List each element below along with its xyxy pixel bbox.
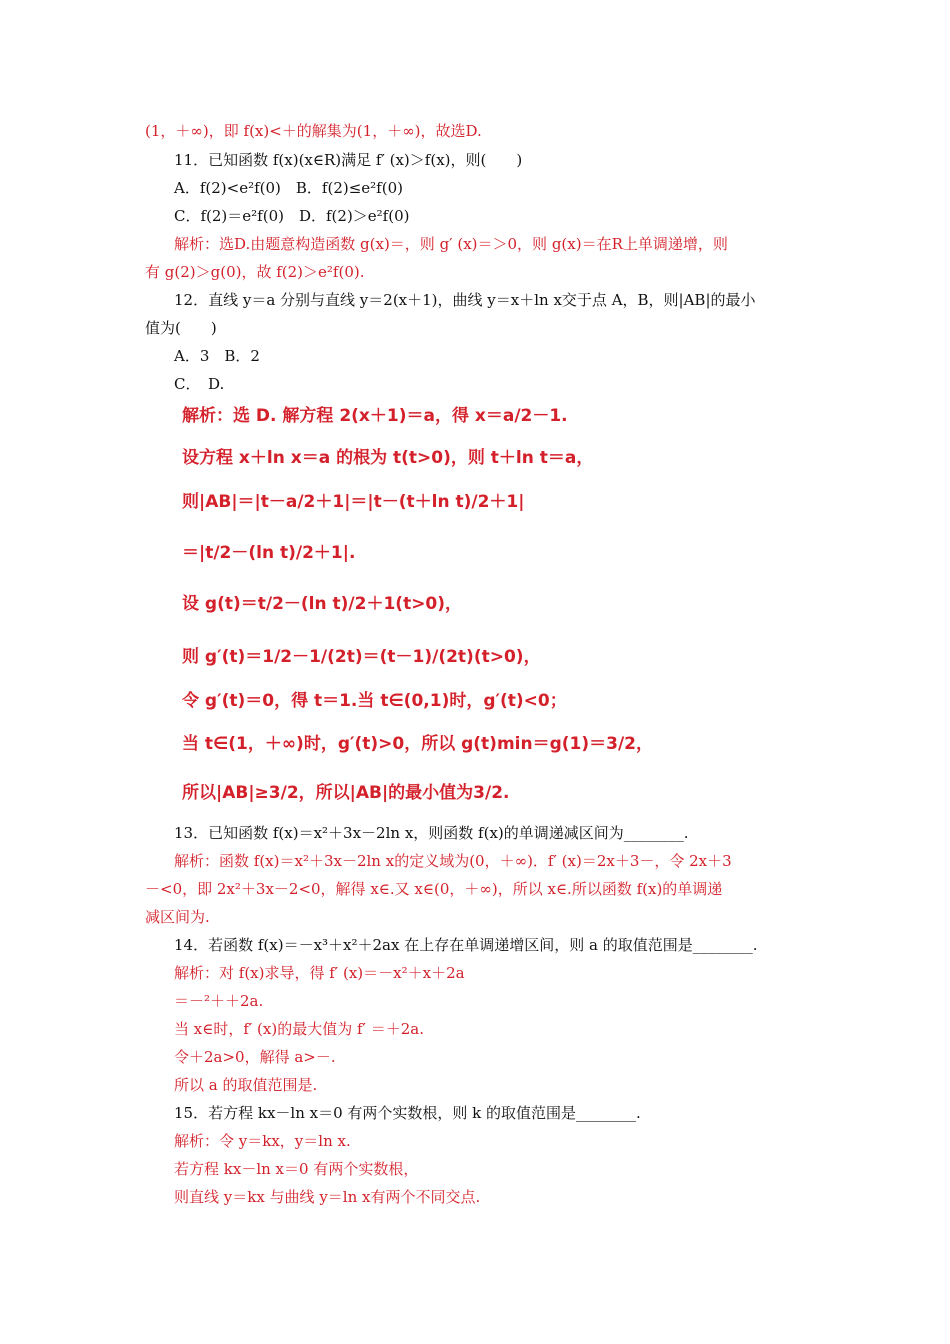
solution-line: 解析：函数 f(x)＝x²＋3x－2ln x的定义域为(0，＋∞)．f′ (x)＝2x＋3－，令 2x＋3 bbox=[174, 852, 732, 870]
question-line: 15．若方程 kx－ln x＝0 有两个实数根，则 k 的取值范围是________. bbox=[174, 1104, 641, 1122]
solution-line: 则直线 y＝kx 与曲线 y＝ln x有两个不同交点. bbox=[174, 1188, 481, 1206]
solution-line: 有 g(2)＞g(0)，故 f(2)＞e²f(0). bbox=[145, 263, 365, 281]
solution-line: 令＋2a>0，解得 a>－. bbox=[174, 1048, 336, 1066]
solution-line: －<0，即 2x²＋3x－2<0，解得 x∈.又 x∈(0，＋∞)，所以 x∈.所以函数 f(x)的单调递 bbox=[145, 880, 723, 898]
solution-image-line: 则 g′(t)＝1/2－1/(2t)＝(t－1)/(2t)(t>0)， bbox=[182, 647, 541, 667]
solution-line: ＝－²＋＋2a. bbox=[174, 992, 264, 1010]
solution-image-line: 解析：选 D. 解方程 2(x＋1)＝a，得 x＝a/2－1. bbox=[182, 406, 568, 426]
question-line: 11．已知函数 f(x)(x∈R)满足 f′ (x)＞f(x)，则( ) bbox=[174, 151, 523, 169]
question-line: 14．若函数 f(x)＝－x³＋x²＋2ax 在上存在单调递增区间，则 a 的取值范围是________. bbox=[174, 936, 758, 954]
solution-image-line: 当 t∈(1，＋∞)时，g′(t)>0，所以 g(t)min＝g(1)＝3/2， bbox=[182, 734, 654, 754]
question-line: A．3 B．2 bbox=[174, 347, 260, 365]
solution-line: 解析：对 f(x)求导，得 f′ (x)＝－x²＋x＋2a bbox=[174, 964, 465, 982]
question-line: 13．已知函数 f(x)＝x²＋3x－2ln x，则函数 f(x)的单调递减区间为________. bbox=[174, 824, 689, 842]
question-line: A．f(2)<e²f(0) B．f(2)≤e²f(0) bbox=[174, 179, 403, 197]
solution-image-line: 令 g′(t)＝0，得 t＝1.当 t∈(0,1)时，g′(t)<0； bbox=[182, 691, 567, 711]
solution-line: 解析：令 y＝kx，y＝ln x. bbox=[174, 1132, 351, 1150]
question-line: C．f(2)＝e²f(0) D．f(2)＞e²f(0) bbox=[174, 207, 410, 225]
solution-image-line: 则|AB|＝|t－a/2＋1|＝|t－(t＋ln t)/2＋1| bbox=[182, 492, 525, 512]
question-line: 值为( ) bbox=[145, 319, 217, 337]
solution-line: 当 x∈时，f′ (x)的最大值为 f′ ＝＋2a. bbox=[174, 1020, 424, 1038]
question-line: 12．直线 y＝a 分别与直线 y＝2(x＋1)，曲线 y＝x＋ln x交于点 A，B，则|AB|的最小 bbox=[174, 291, 756, 309]
solution-image-line: ＝|t/2－(ln t)/2＋1|. bbox=[182, 543, 356, 563]
solution-line: (1，＋∞)，即 f(x)<＋的解集为(1，＋∞)，故选D. bbox=[145, 122, 482, 140]
solution-image-line: 所以|AB|≥3/2，所以|AB|的最小值为3/2. bbox=[182, 783, 510, 803]
solution-line: 所以 a 的取值范围是. bbox=[174, 1076, 318, 1094]
solution-line: 若方程 kx－ln x＝0 有两个实数根， bbox=[174, 1160, 419, 1178]
solution-image-line: 设 g(t)＝t/2－(ln t)/2＋1(t>0)， bbox=[182, 594, 463, 614]
solution-line: 减区间为. bbox=[145, 908, 210, 926]
solution-line: 解析：选D.由题意构造函数 g(x)＝，则 g′ (x)＝＞0，则 g(x)＝在R上单调递增，则 bbox=[174, 235, 728, 253]
question-line: C． D. bbox=[174, 375, 225, 393]
solution-image-line: 设方程 x＋ln x＝a 的根为 t(t>0)，则 t＋ln t＝a， bbox=[182, 448, 594, 468]
